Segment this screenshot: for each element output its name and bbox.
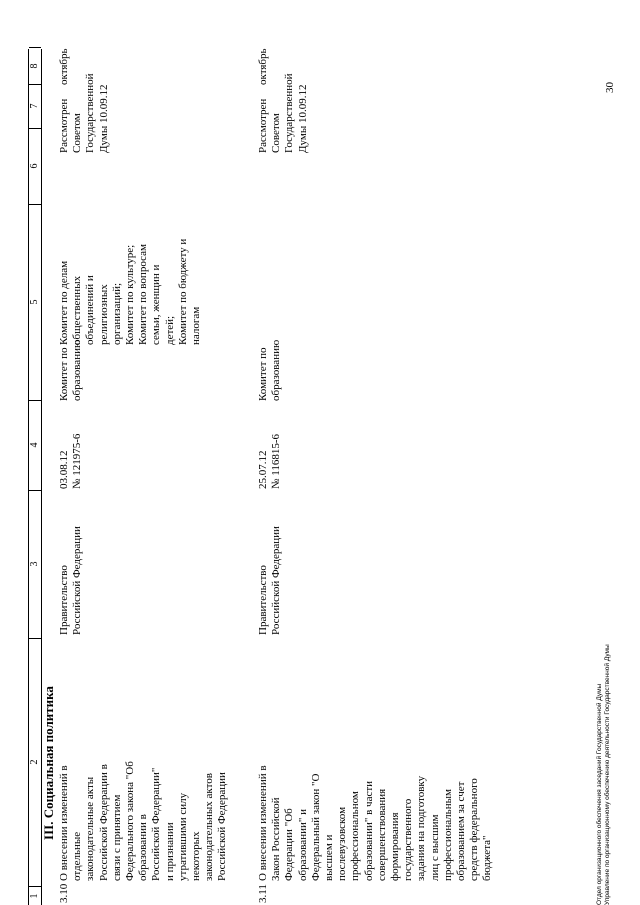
header-cell-3: 3: [29, 490, 41, 639]
bill-title: О внесении изменений в Закон Российской Федерации "Об образовании" и Федеральный закон "О высшем и послевузовском профессиональном образовании" в части совершенствования формирования государственного задания на подготовку лиц с высшим профессиональным образованием за счет средств федерального бюджета": [257, 765, 494, 881]
bill-author: Правительство Российской Федерации: [58, 526, 84, 635]
responsible-committee: Комитет по образованию: [58, 339, 84, 401]
bill-title: О внесении изменений в отдельные законодательные акты Российской Федерации в связи с принятием Федерального закона "Об образовании в Российской Федерации" и признании утратившими силу некоторых законодательных актов Российской Федерации: [58, 761, 229, 881]
registration-info: 03.08.12 № 121975-6: [58, 433, 84, 489]
co-committees: Комитет по делам общественных объединений и религиозных организаций; Комитет по культуре; Комитет по вопросам семьи, женщин и детей; Комитет по бюджету и налогам: [58, 238, 203, 345]
planned-month: октябрь: [58, 48, 70, 85]
bill-status: Рассмотрен Советом Государственной Думы 10.09.12: [257, 73, 309, 153]
footer-directorate: Управление по организационному обеспечению деятельности Государственной Думы: [604, 644, 611, 905]
registration-info: 25.07.12 № 116815-6: [257, 434, 283, 489]
responsible-committee: Комитет по образованию: [257, 339, 283, 401]
page-number: 30: [604, 82, 616, 93]
footer-department: Отдел организационного обеспечения заседаний Государственной Думы: [596, 683, 603, 905]
section-title: III. Социальная политика: [41, 686, 56, 840]
header-cell-6: 6: [29, 128, 41, 205]
header-cell-4: 4: [29, 400, 41, 491]
bill-status: Рассмотрен Советом Государственной Думы 10.09.12: [58, 73, 110, 153]
header-cell-7: 7: [29, 84, 41, 129]
header-cell-1: 1: [29, 893, 40, 899]
bill-author: Правительство Российской Федерации: [257, 526, 283, 635]
header-cell-8: 8: [29, 47, 41, 85]
table-header: [28, 49, 42, 905]
header-cell-2: 2: [29, 638, 41, 887]
header-cell-5: 5: [29, 204, 41, 401]
row-number: 3.10: [58, 883, 70, 903]
row-number: 3.11: [257, 884, 269, 903]
planned-month: октябрь: [257, 48, 269, 85]
